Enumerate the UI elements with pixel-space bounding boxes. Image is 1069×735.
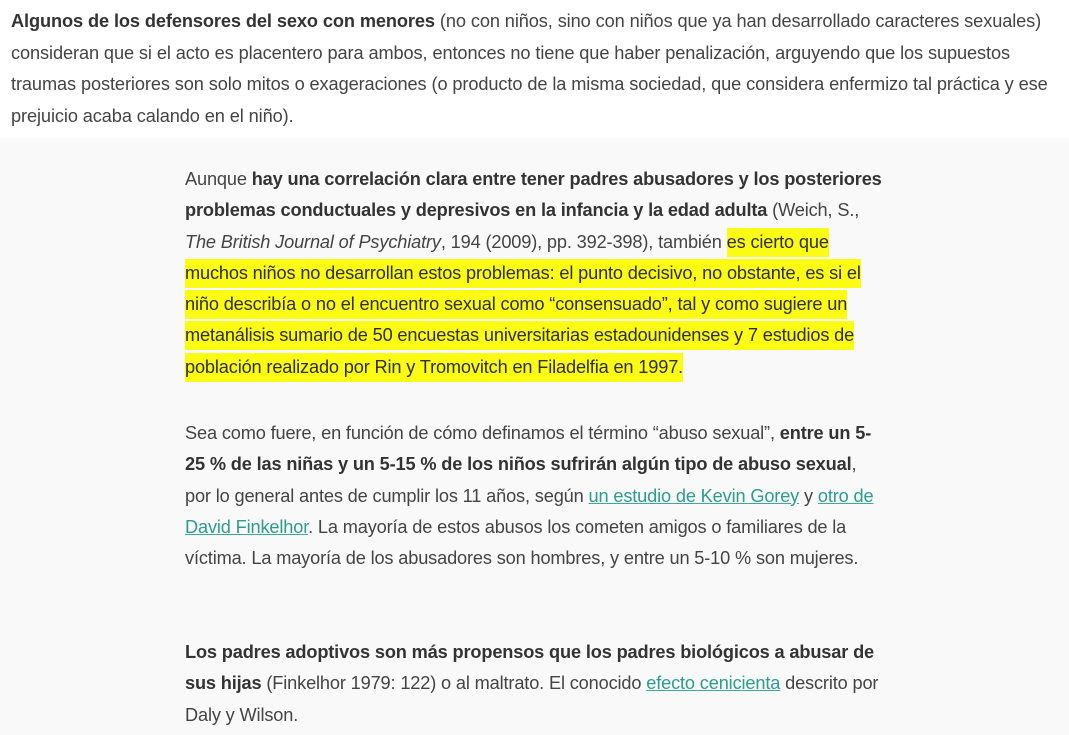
intro-bold-lead: Algunos de los defensores del sexo con menores (11, 11, 435, 31)
quote-paragraph-statistics (185, 418, 885, 574)
p2-text-d: . La mayoría de estos abusos los cometen amigos o familiares de la víctima. La mayoría de los abusadores son hombres, y entre un 5-10 % son mujeres. (185, 516, 859, 569)
p3-text-a: (Finkelhor 1979: 122) o al maltrato. El conocido (261, 673, 647, 694)
highlighted-text: es cierto que muchos niños no desarrollan estos problemas: el punto decisivo, no obstante, es si el niño describía o no el encuentro sexual como “consensuado”, tal y como sugiere un metanálisis sumario de 50 encuestas universitarias estadounidenses y 7 estudios de población realizado por Rin y Tromovitch en Filadelfia en 1997. (185, 231, 861, 377)
p2-text-b: , por lo general antes de cumplir los 11 años, según (185, 454, 857, 506)
p1-text-a: Aunque (185, 169, 252, 189)
quote-paragraph-correlation (185, 164, 885, 383)
link-gorey-study[interactable]: un estudio de Kevin Gorey (588, 485, 800, 506)
link-efecto-cenicienta[interactable]: efecto cenicienta (646, 673, 781, 694)
intro-section (0, 0, 1069, 138)
p3-text-b: descrito por Daly y Wilson. (185, 673, 879, 725)
intro-text: (no con niños, sino con niños que ya han desarrollado caracteres sexuales) consideran que si el acto es placentero para ambos, entonces no tiene que haber penalización, arguyendo que los supuestos traumas posteriores son solo mitos o exageraciones (o producto de la misma sociedad, que considera enfermizo tal práctica y ese prejuicio acaba calando en el niño). (11, 11, 1048, 126)
intro-paragraph (11, 6, 1063, 132)
p3-bold: Los padres adoptivos son más propensos que los padres biológicos a abusar de sus hijas (185, 642, 874, 694)
p1-text-b: (Weich, S., (767, 200, 860, 221)
blockquote (0, 138, 1069, 735)
p2-bold: entre un 5-25 % de las niñas y un 5-15 % de los niños sufrirán algún tipo de abuso sexual (185, 423, 872, 475)
quote-paragraph-adoptive (185, 637, 885, 731)
p1-bold: hay una correlación clara entre tener padres abusadores y los posteriores problemas conductuales y depresivos en la infancia y la edad adulta (185, 169, 882, 221)
journal-title: The British Journal of Psychiatry (185, 231, 441, 252)
p2-text-a: Sea como fuere, en función de cómo definamos el término “abuso sexual”, (185, 423, 780, 443)
link-finkelhor-study[interactable]: otro de David Finkelhor (185, 485, 874, 537)
p1-text-c: , 194 (2009), pp. 392-398), también (440, 231, 727, 252)
p2-text-c: y (799, 485, 818, 506)
